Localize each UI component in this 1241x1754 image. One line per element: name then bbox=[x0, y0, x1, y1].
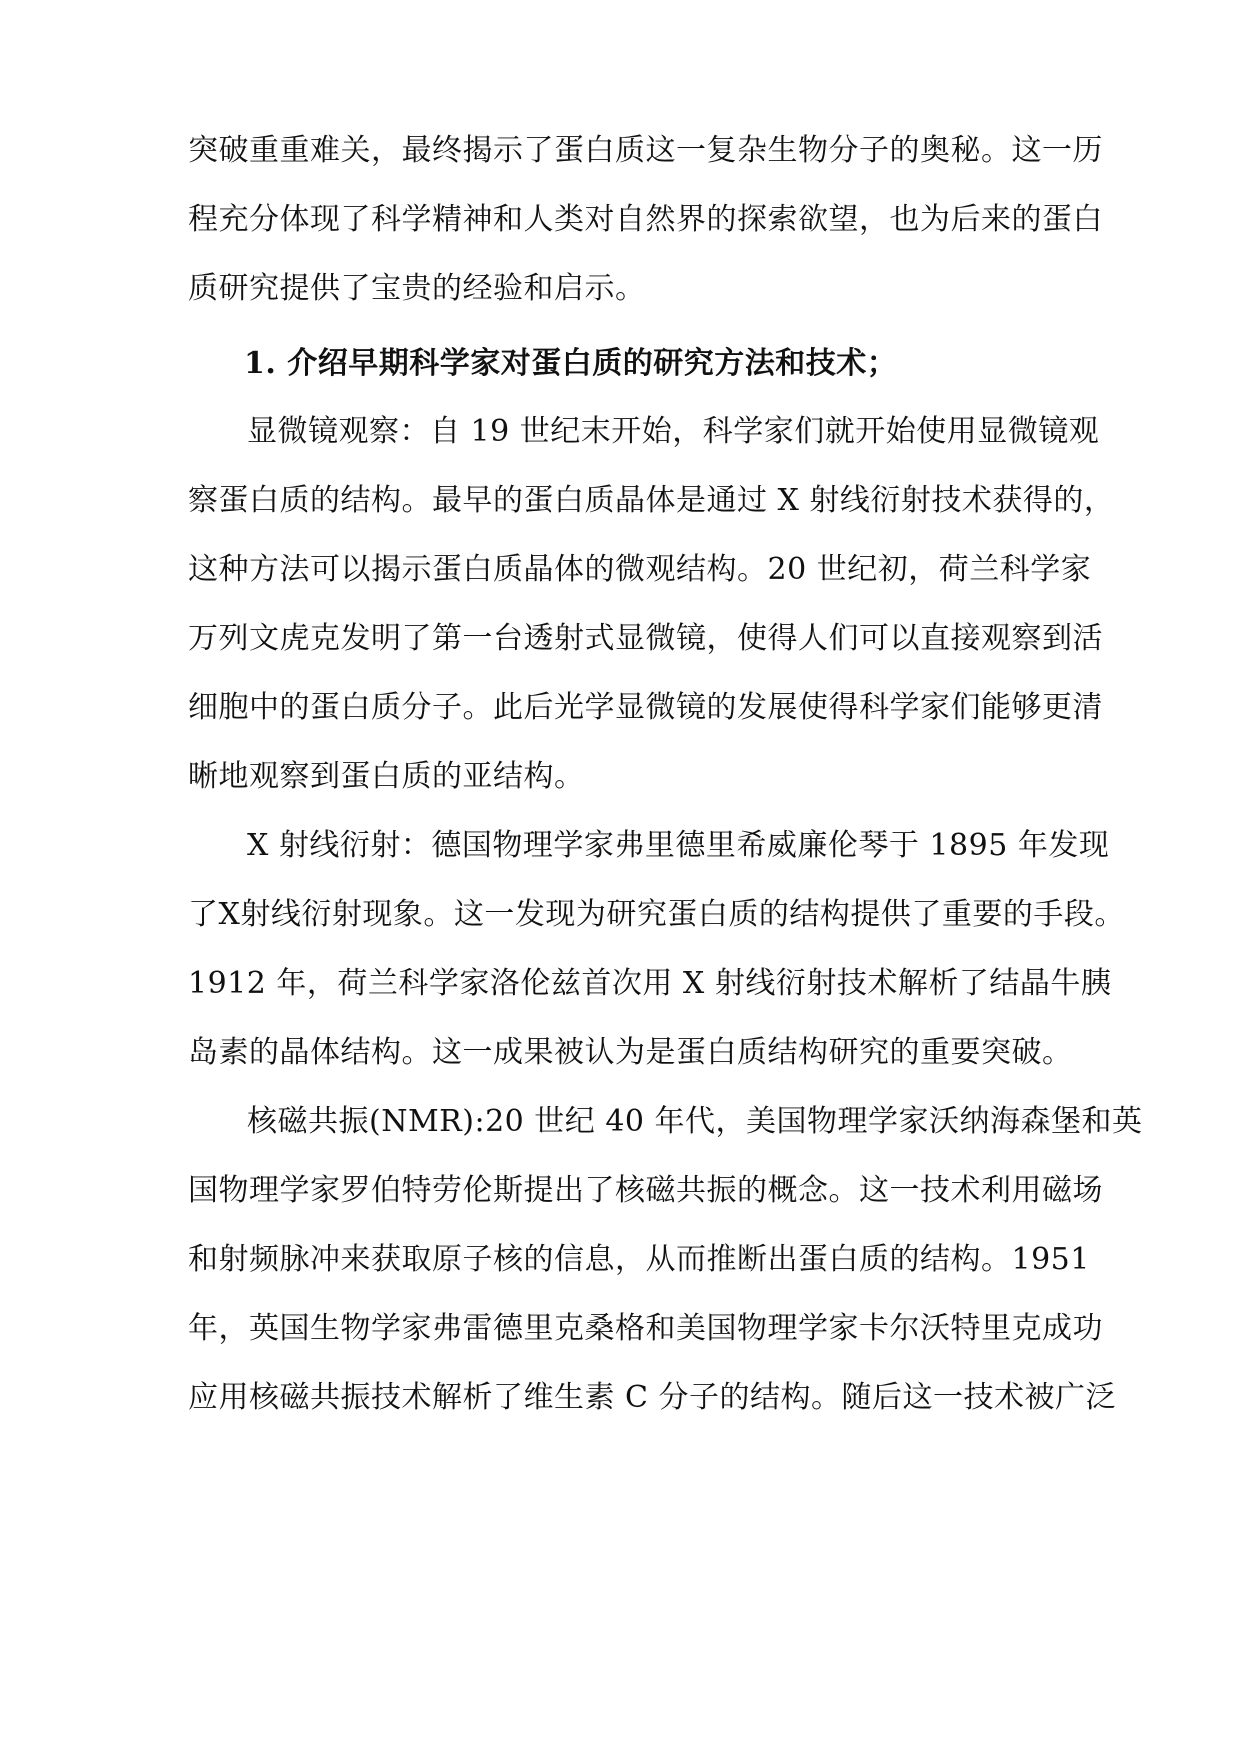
xray-line-1: X 射线衍射：德国物理学家弗里德里希威廉伦琴于 1895 年发现 bbox=[247, 828, 1110, 863]
nmr-line-5: 应用核磁共振技术解析了维生素 C 分子的结构。随后这一技术被广泛 bbox=[188, 1380, 1117, 1415]
xray-line-2: 了X射线衍射现象。这一发现为研究蛋白质的结构提供了重要的手段。 bbox=[188, 897, 1125, 932]
nmr-line-4: 年，英国生物学家弗雷德里克桑格和美国物理学家卡尔沃特里克成功 bbox=[188, 1311, 1103, 1346]
nmr-line-3: 和射频脉冲来获取原子核的信息，从而推断出蛋白质的结构。1951 bbox=[188, 1242, 1090, 1277]
microscopy-line-5: 细胞中的蛋白质分子。此后光学显微镜的发展使得科学家们能够更清 bbox=[188, 690, 1103, 725]
microscopy-line-4: 万列文虎克发明了第一台透射式显微镜，使得人们可以直接观察到活 bbox=[188, 621, 1103, 656]
intro-line-1: 突破重重难关，最终揭示了蛋白质这一复杂生物分子的奥秘。这一历 bbox=[188, 133, 1103, 168]
microscopy-line-1: 显微镜观察：自 19 世纪末开始，科学家们就开始使用显微镜观 bbox=[247, 414, 1100, 449]
microscopy-line-6: 晰地观察到蛋白质的亚结构。 bbox=[188, 759, 585, 794]
xray-line-3: 1912 年，荷兰科学家洛伦兹首次用 X 射线衍射技术解析了结晶牛胰 bbox=[188, 966, 1112, 1001]
microscopy-line-3: 这种方法可以揭示蛋白质晶体的微观结构。20 世纪初，荷兰科学家 bbox=[188, 552, 1092, 587]
intro-line-3: 质研究提供了宝贵的经验和启示。 bbox=[188, 271, 646, 306]
section-heading: 1. 介绍早期科学家对蛋白质的研究方法和技术； bbox=[244, 346, 898, 381]
nmr-line-1: 核磁共振(NMR):20 世纪 40 年代，美国物理学家沃纳海森堡和英 bbox=[247, 1104, 1143, 1139]
microscopy-line-2: 察蛋白质的结构。最早的蛋白质晶体是通过 X 射线衍射技术获得的， bbox=[188, 483, 1115, 518]
xray-line-4: 岛素的晶体结构。这一成果被认为是蛋白质结构研究的重要突破。 bbox=[188, 1035, 1073, 1070]
nmr-line-2: 国物理学家罗伯特劳伦斯提出了核磁共振的概念。这一技术利用磁场 bbox=[188, 1173, 1103, 1208]
intro-line-2: 程充分体现了科学精神和人类对自然界的探索欲望，也为后来的蛋白 bbox=[188, 202, 1103, 237]
